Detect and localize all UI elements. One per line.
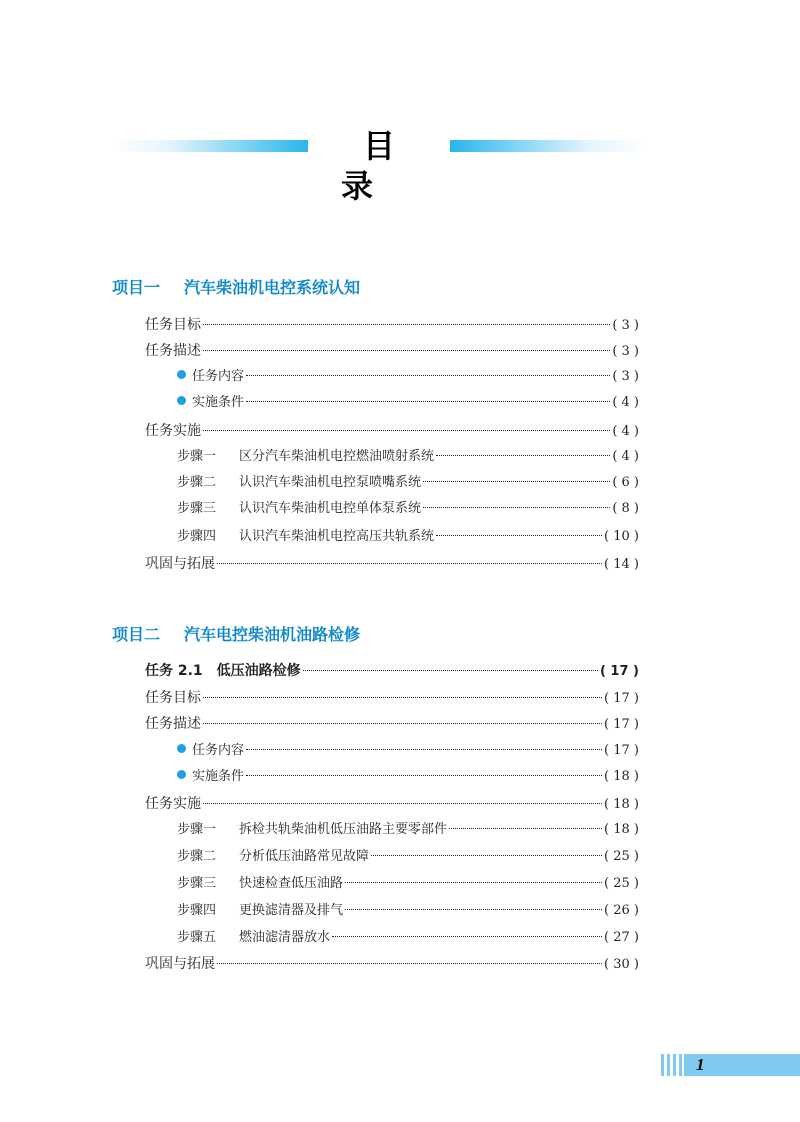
footer-stripes <box>661 1054 683 1076</box>
toc-entry-label: 任务内容 <box>192 369 245 384</box>
bullet-dot-icon <box>177 370 186 379</box>
leader-dots <box>246 401 610 402</box>
toc-entry[interactable] <box>145 953 639 975</box>
leader-dots <box>436 535 602 536</box>
toc-entry-label: 任务描述 <box>145 343 201 359</box>
leader-dots <box>203 324 610 325</box>
toc-subentry[interactable] <box>177 366 639 388</box>
toc-entry-label: 区分汽车柴油机电控燃油喷射系统 <box>239 449 435 464</box>
step-number: 步骤四 <box>177 529 217 544</box>
leader-dots <box>203 350 610 351</box>
toc-entry-page: ( 27 ) <box>604 930 639 945</box>
step-number: 步骤三 <box>177 876 217 891</box>
toc-entry-label: 更换滤清器及排气 <box>239 903 344 918</box>
toc-subentry[interactable] <box>177 392 639 414</box>
toc-entry-page: ( 3 ) <box>612 369 639 384</box>
toc-entry-page: ( 26 ) <box>604 903 639 918</box>
toc-entry-page: ( 18 ) <box>604 822 639 837</box>
toc-title: 目 录 <box>340 127 439 205</box>
step-number: 步骤四 <box>177 903 217 918</box>
toc-subentry[interactable] <box>177 740 639 762</box>
toc-entry-label: 任务实施 <box>145 423 201 439</box>
bullet-dot-icon <box>177 396 186 405</box>
toc-entry-page: ( 3 ) <box>612 344 639 359</box>
project-heading-2 <box>112 622 360 645</box>
toc-step-entry[interactable] <box>177 846 639 868</box>
leader-dots <box>449 828 602 829</box>
leader-dots <box>436 455 610 456</box>
toc-entry-page: ( 18 ) <box>604 769 639 784</box>
toc-entry-label: 任务描述 <box>145 716 201 732</box>
toc-entry[interactable] <box>145 553 639 575</box>
toc-entry-label: 任务目标 <box>145 317 201 333</box>
toc-entry[interactable] <box>145 713 639 735</box>
toc-entry-label: 认识汽车柴油机电控泵喷嘴系统 <box>239 475 422 490</box>
leader-dots <box>423 481 610 482</box>
leader-dots <box>246 375 610 376</box>
toc-entry-page: ( 4 ) <box>612 395 639 410</box>
toc-entry-page: ( 4 ) <box>612 424 639 439</box>
toc-entry-label: 任务实施 <box>145 796 201 812</box>
toc-entry-label: 认识汽车柴油机电控单体泵系统 <box>239 501 422 516</box>
project-name: 汽车柴油机电控系统认知 <box>184 278 361 297</box>
toc-entry[interactable] <box>145 793 639 815</box>
toc-entry-page: ( 18 ) <box>604 797 639 812</box>
toc-entry-label: 实施条件 <box>192 395 245 410</box>
step-number: 步骤三 <box>177 501 217 516</box>
toc-entry-page: ( 4 ) <box>612 449 639 464</box>
toc-entry-page: ( 25 ) <box>604 849 639 864</box>
toc-entry[interactable] <box>145 687 639 709</box>
leader-dots <box>217 963 602 964</box>
step-number: 步骤二 <box>177 849 217 864</box>
toc-entry-label: 任务目标 <box>145 690 201 706</box>
toc-entry-page: ( 17 ) <box>604 691 639 706</box>
leader-dots <box>345 909 602 910</box>
toc-task-entry[interactable] <box>145 660 639 682</box>
toc-entry-label: 巩固与拓展 <box>145 956 215 972</box>
toc-entry-label: 巩固与拓展 <box>145 556 215 572</box>
toc-title-banner <box>0 127 800 205</box>
title-bar-right <box>450 140 646 152</box>
toc-step-entry[interactable] <box>177 446 639 468</box>
leader-dots <box>203 430 610 431</box>
toc-entry-label: 燃油滤清器放水 <box>239 930 331 945</box>
toc-subentry[interactable] <box>177 766 639 788</box>
leader-dots <box>246 749 602 750</box>
toc-step-entry[interactable] <box>177 526 639 548</box>
toc-step-entry[interactable] <box>177 472 639 494</box>
toc-step-entry[interactable] <box>177 927 639 949</box>
leader-dots <box>303 670 598 671</box>
leader-dots <box>332 936 602 937</box>
project-number: 项目二 <box>112 625 161 644</box>
toc-step-entry[interactable] <box>177 873 639 895</box>
toc-entry-page: ( 10 ) <box>604 529 639 544</box>
leader-dots <box>423 507 610 508</box>
toc-step-entry[interactable] <box>177 819 639 841</box>
leader-dots <box>371 855 602 856</box>
leader-dots <box>203 803 602 804</box>
title-bar-left <box>112 140 308 152</box>
project-name: 汽车电控柴油机油路检修 <box>184 625 361 644</box>
project-number: 项目一 <box>112 278 161 297</box>
leader-dots <box>203 723 602 724</box>
bullet-dot-icon <box>177 770 186 779</box>
toc-entry-label: 快速检查低压油路 <box>239 876 344 891</box>
toc-entry-page: ( 17 ) <box>599 664 639 679</box>
toc-entry[interactable] <box>145 340 639 362</box>
leader-dots <box>345 882 602 883</box>
step-number: 步骤二 <box>177 475 217 490</box>
toc-entry-page: ( 8 ) <box>612 501 639 516</box>
toc-entry-page: ( 25 ) <box>604 876 639 891</box>
toc-step-entry[interactable] <box>177 498 639 520</box>
toc-entry[interactable] <box>145 314 639 336</box>
page-number: 1 <box>696 1055 705 1074</box>
leader-dots <box>203 697 602 698</box>
toc-entry-label: 任务 2.1 低压油路检修 <box>145 663 301 679</box>
toc-entry-page: ( 3 ) <box>612 318 639 333</box>
toc-entry-label: 任务内容 <box>192 743 245 758</box>
toc-entry-page: ( 17 ) <box>604 743 639 758</box>
toc-entry-label: 分析低压油路常见故障 <box>239 849 370 864</box>
leader-dots <box>217 563 602 564</box>
toc-entry-page: ( 14 ) <box>604 557 639 572</box>
project-heading-1 <box>112 275 360 298</box>
toc-entry-label: 拆检共轨柴油机低压油路主要零部件 <box>239 822 448 837</box>
step-number: 步骤一 <box>177 449 217 464</box>
toc-entry-page: ( 17 ) <box>604 717 639 732</box>
toc-step-entry[interactable] <box>177 900 639 922</box>
step-number: 步骤一 <box>177 822 217 837</box>
toc-entry-page: ( 30 ) <box>604 957 639 972</box>
toc-entry-label: 认识汽车柴油机电控高压共轨系统 <box>239 529 435 544</box>
step-number: 步骤五 <box>177 930 217 945</box>
leader-dots <box>246 775 602 776</box>
bullet-dot-icon <box>177 744 186 753</box>
toc-entry[interactable] <box>145 420 639 442</box>
toc-entry-label: 实施条件 <box>192 769 245 784</box>
toc-entry-page: ( 6 ) <box>612 475 639 490</box>
